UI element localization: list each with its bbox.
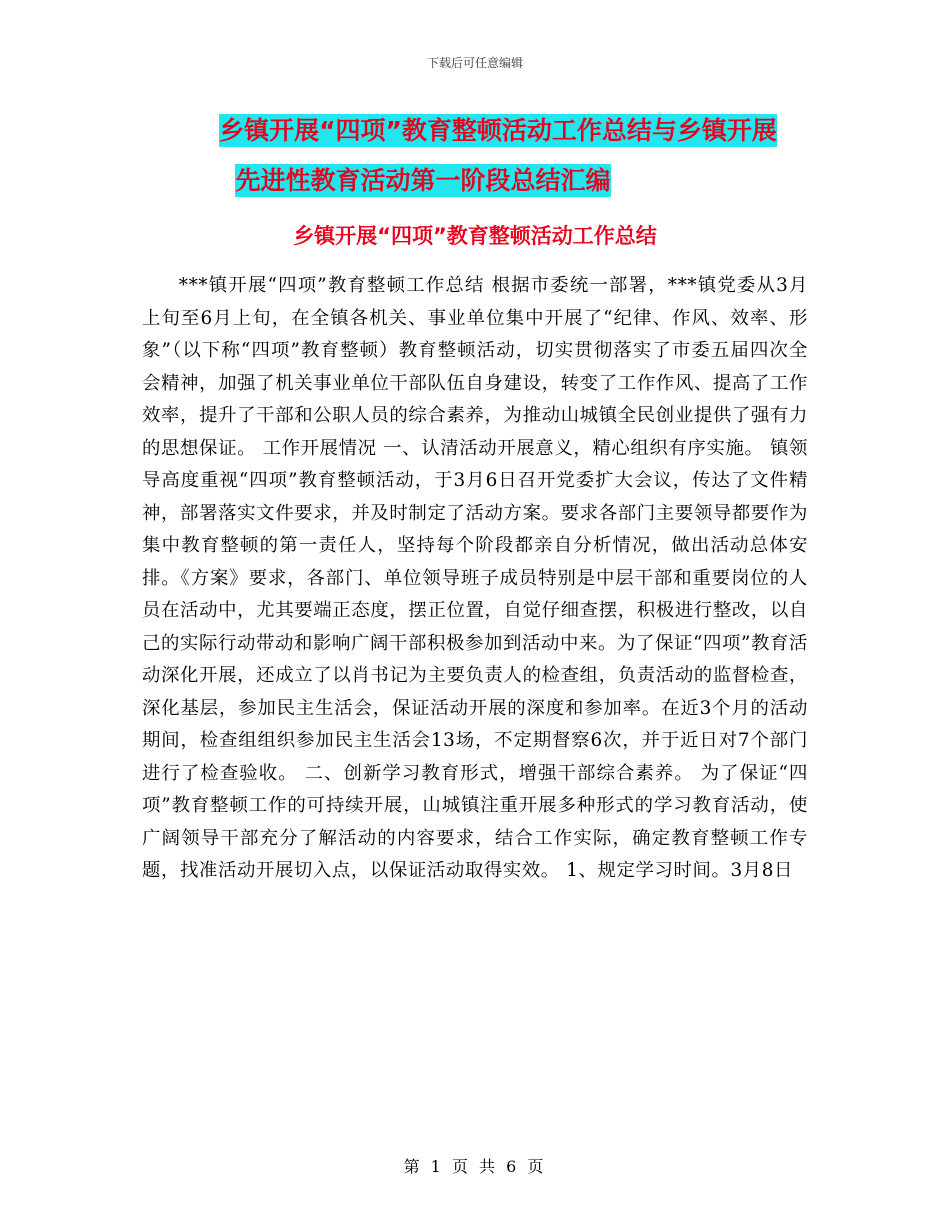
document-title-line-1-text: 乡镇开展“四项”教育整顿活动工作总结与乡镇开展	[219, 116, 777, 145]
page-number-footer: 第 1 页 共 6 页	[403, 1157, 547, 1176]
document-title-line-2-text: 先进性教育活动第一阶段总结汇编	[235, 166, 611, 195]
document-title	[0, 106, 950, 206]
body-paragraph: ***镇开展“四项”教育整顿工作总结 根据市委统一部署，***镇党委从3月上旬至6月上旬，在全镇各机关、事业单位集中开展了“纪律、作风、效率、形象”（以下称“四项”教育整顿）教育整顿活动，切实贯彻落实了市委五届四次全会精神，加强了机关事业单位干部队伍自身建设，转变了工作作风、提高了工作效率，提升了干部和公职人员的综合素养，为推动山城镇全民创业提供了强有力的思想保证。 工作开展情况 一、认清活动开展意义，精心组织有序实施。 镇领导高度重视“四项”教育整顿活动，于3月6日召开党委扩大会议，传达了文件精神，部署落实文件要求，并及时制定了活动方案。要求各部门主要领导都要作为集中教育整顿的第一责任人，坚持每个阶段都亲自分析情况，做出活动总体安排。《方案》要求，各部门、单位领导班子成员特别是中层干部和重要岗位的人员在活动中，尤其要端正态度，摆正位置，自觉仔细查摆，积极进行整改，以自己的实际行动带动和影响广阔干部积极参加到活动中来。为了保证“四项”教育活动深化开展，还成立了以肖书记为主要负责人的检查组，负责活动的监督检查，深化基层，参加民主生活会，保证活动开展的深度和参加率。在近3个月的活动期间，检查组组织参加民主生活会13场，不定期督察6次，并于近日对7个部门进行了检查验收。 二、创新学习教育形式，增强干部综合素养。 为了保证“四项”教育整顿工作的可持续开展，山城镇注重开展多种形式的学习教育活动，使广阔领导干部充分了解活动的内容要求，结合工作实际，确定教育整顿工作专题，找准活动开展切入点，以保证活动取得实效。 1、规定学习时间。3月8日	[142, 275, 808, 881]
section-title: 乡镇开展“四项”教育整顿活动工作总结	[293, 224, 657, 248]
header-note: 下载后可任意编辑	[426, 56, 523, 70]
document-title-line-2	[0, 156, 950, 206]
document-title-line-1	[0, 106, 950, 156]
